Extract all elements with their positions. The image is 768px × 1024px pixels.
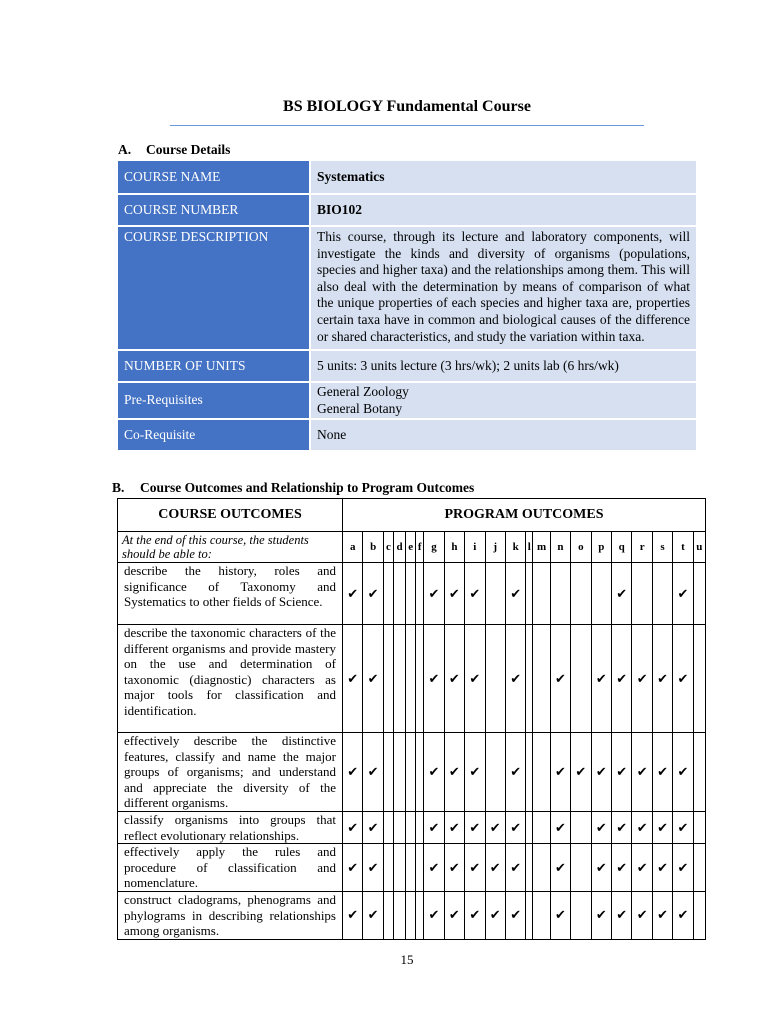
program-outcome-letter: b (363, 532, 383, 563)
program-outcome-letter: o (571, 532, 591, 563)
course-outcome-text: describe the taxonomic characters of the different organisms and provide mastery on the use and determination of taxonomic (diagnostic) characters as major tools for classification and identification. (118, 625, 343, 733)
empty-outcome-cell (571, 844, 591, 892)
checkmark-icon: ✔ (343, 563, 363, 625)
program-outcome-letter: t (673, 532, 693, 563)
empty-outcome-cell (406, 844, 416, 892)
checkmark-icon: ✔ (424, 733, 444, 812)
program-outcome-letter: h (444, 532, 464, 563)
checkmark-icon: ✔ (444, 891, 464, 939)
empty-outcome-cell (526, 733, 533, 812)
course-number-row (118, 195, 696, 225)
checkmark-icon: ✔ (505, 811, 525, 843)
checkmark-icon: ✔ (652, 625, 672, 733)
empty-outcome-cell (383, 844, 393, 892)
checkmark-icon: ✔ (465, 844, 485, 892)
checkmark-icon: ✔ (363, 891, 383, 939)
program-outcomes-header: PROGRAM OUTCOMES (343, 499, 706, 532)
checkmark-icon: ✔ (424, 891, 444, 939)
course-outcomes-header: COURSE OUTCOMES (118, 499, 343, 532)
checkmark-icon: ✔ (591, 733, 611, 812)
checkmark-icon: ✔ (612, 563, 632, 625)
checkmark-icon: ✔ (591, 625, 611, 733)
program-outcome-letter: n (550, 532, 570, 563)
empty-outcome-cell (485, 563, 505, 625)
document-title: BS BIOLOGY Fundamental Course (283, 98, 531, 115)
checkmark-icon: ✔ (424, 844, 444, 892)
program-outcome-letter: s (652, 532, 672, 563)
checkmark-icon: ✔ (444, 563, 464, 625)
checkmark-icon: ✔ (343, 891, 363, 939)
program-outcome-letter: l (526, 532, 533, 563)
empty-outcome-cell (416, 563, 424, 625)
course-number-value: BIO102 (311, 195, 696, 225)
checkmark-icon: ✔ (363, 733, 383, 812)
checkmark-icon: ✔ (612, 625, 632, 733)
co-requisite-value: None (311, 420, 696, 450)
checkmark-icon: ✔ (485, 891, 505, 939)
empty-outcome-cell (533, 733, 550, 812)
checkmark-icon: ✔ (591, 844, 611, 892)
pre-requisites-row (118, 383, 696, 418)
section-a-letter: A. (118, 142, 132, 157)
checkmark-icon: ✔ (363, 811, 383, 843)
program-outcome-letter: u (693, 532, 705, 563)
program-outcome-letter: c (383, 532, 393, 563)
checkmark-icon: ✔ (550, 625, 570, 733)
section-a-title: Course Details (146, 142, 231, 157)
checkmark-icon: ✔ (673, 811, 693, 843)
empty-outcome-cell (632, 563, 652, 625)
outcome-row (118, 733, 706, 812)
checkmark-icon: ✔ (465, 891, 485, 939)
checkmark-icon: ✔ (632, 891, 652, 939)
empty-outcome-cell (693, 844, 705, 892)
program-outcome-letter: a (343, 532, 363, 563)
empty-outcome-cell (393, 891, 405, 939)
checkmark-icon: ✔ (550, 733, 570, 812)
checkmark-icon: ✔ (465, 811, 485, 843)
empty-outcome-cell (652, 563, 672, 625)
empty-outcome-cell (533, 625, 550, 733)
empty-outcome-cell (526, 563, 533, 625)
program-outcome-letter: e (406, 532, 416, 563)
checkmark-icon: ✔ (424, 625, 444, 733)
course-description-value: This course, through its lecture and laboratory components, will investigate the kinds and diversity of organisms (populations, species and higher taxa) and the relationships among them. This will also deal with the determination by means of comparison of what the unique properties of each species and higher taxa are, properties certain taxa have in common and biological causes of the difference or shared characteristics, and study the variation within taxa. (311, 227, 696, 349)
outcome-row (118, 844, 706, 892)
empty-outcome-cell (393, 811, 405, 843)
empty-outcome-cell (526, 891, 533, 939)
checkmark-icon: ✔ (424, 563, 444, 625)
empty-outcome-cell (693, 563, 705, 625)
outcome-row (118, 563, 706, 625)
checkmark-icon: ✔ (632, 733, 652, 812)
course-description-label: COURSE DESCRIPTION (118, 227, 309, 349)
checkmark-icon: ✔ (465, 625, 485, 733)
empty-outcome-cell (571, 625, 591, 733)
checkmark-icon: ✔ (652, 844, 672, 892)
course-outcomes-table (117, 498, 706, 940)
co-requisite-label: Co-Requisite (118, 420, 309, 450)
co-requisite-row (118, 420, 696, 450)
checkmark-icon: ✔ (343, 625, 363, 733)
course-name-label: COURSE NAME (118, 161, 309, 193)
title-underline (170, 125, 644, 126)
page-number: 15 (400, 952, 414, 967)
outcomes-header-row (118, 499, 706, 532)
empty-outcome-cell (416, 891, 424, 939)
checkmark-icon: ✔ (652, 891, 672, 939)
empty-outcome-cell (406, 563, 416, 625)
empty-outcome-cell (416, 811, 424, 843)
checkmark-icon: ✔ (673, 563, 693, 625)
empty-outcome-cell (416, 625, 424, 733)
course-name-value: Systematics (311, 161, 696, 193)
checkmark-icon: ✔ (505, 625, 525, 733)
course-number-label: COURSE NUMBER (118, 195, 309, 225)
section-b-heading (112, 480, 474, 496)
checkmark-icon: ✔ (444, 625, 464, 733)
empty-outcome-cell (533, 844, 550, 892)
empty-outcome-cell (416, 733, 424, 812)
empty-outcome-cell (416, 844, 424, 892)
empty-outcome-cell (485, 733, 505, 812)
checkmark-icon: ✔ (343, 844, 363, 892)
empty-outcome-cell (393, 844, 405, 892)
checkmark-icon: ✔ (612, 811, 632, 843)
checkmark-icon: ✔ (343, 811, 363, 843)
empty-outcome-cell (383, 733, 393, 812)
pre-requisites-label: Pre-Requisites (118, 383, 309, 418)
outcomes-intro-text: At the end of this course, the students should be able to: (118, 532, 343, 563)
checkmark-icon: ✔ (465, 563, 485, 625)
checkmark-icon: ✔ (632, 625, 652, 733)
checkmark-icon: ✔ (363, 844, 383, 892)
outcome-row (118, 811, 706, 843)
checkmark-icon: ✔ (591, 811, 611, 843)
empty-outcome-cell (693, 891, 705, 939)
course-details-table (116, 159, 698, 452)
empty-outcome-cell (693, 811, 705, 843)
checkmark-icon: ✔ (632, 811, 652, 843)
course-name-row (118, 161, 696, 193)
program-outcome-letter: d (393, 532, 405, 563)
empty-outcome-cell (533, 563, 550, 625)
checkmark-icon: ✔ (363, 625, 383, 733)
empty-outcome-cell (533, 811, 550, 843)
checkmark-icon: ✔ (505, 844, 525, 892)
empty-outcome-cell (406, 811, 416, 843)
checkmark-icon: ✔ (591, 891, 611, 939)
course-outcome-text: construct cladograms, phenograms and phylograms in describing relationships among organisms. (118, 891, 343, 939)
empty-outcome-cell (571, 563, 591, 625)
checkmark-icon: ✔ (444, 733, 464, 812)
course-outcome-text: effectively apply the rules and procedure of classification and nomenclature. (118, 844, 343, 892)
empty-outcome-cell (485, 625, 505, 733)
number-of-units-row (118, 351, 696, 381)
empty-outcome-cell (406, 625, 416, 733)
checkmark-icon: ✔ (485, 844, 505, 892)
program-outcome-letter: m (533, 532, 550, 563)
checkmark-icon: ✔ (444, 844, 464, 892)
outcome-row (118, 625, 706, 733)
empty-outcome-cell (393, 733, 405, 812)
checkmark-icon: ✔ (505, 733, 525, 812)
section-b-title: Course Outcomes and Relationship to Program Outcomes (140, 480, 475, 495)
checkmark-icon: ✔ (673, 733, 693, 812)
checkmark-icon: ✔ (550, 844, 570, 892)
checkmark-icon: ✔ (550, 891, 570, 939)
number-of-units-value: 5 units: 3 units lecture (3 hrs/wk); 2 units lab (6 hrs/wk) (311, 351, 696, 381)
course-outcome-text: effectively describe the distinctive features, classify and name the major groups of organisms; and understand and appreciate the diversity of the different organisms. (118, 733, 343, 812)
pre-requisites-value (311, 383, 696, 418)
checkmark-icon: ✔ (612, 733, 632, 812)
empty-outcome-cell (383, 625, 393, 733)
checkmark-icon: ✔ (612, 891, 632, 939)
empty-outcome-cell (406, 891, 416, 939)
program-outcome-letter: f (416, 532, 424, 563)
checkmark-icon: ✔ (673, 625, 693, 733)
empty-outcome-cell (533, 891, 550, 939)
empty-outcome-cell (693, 625, 705, 733)
program-outcome-letter: g (424, 532, 444, 563)
checkmark-icon: ✔ (505, 891, 525, 939)
empty-outcome-cell (393, 563, 405, 625)
empty-outcome-cell (406, 733, 416, 812)
program-letters-row (118, 532, 706, 563)
empty-outcome-cell (383, 811, 393, 843)
empty-outcome-cell (550, 563, 570, 625)
checkmark-icon: ✔ (424, 811, 444, 843)
checkmark-icon: ✔ (550, 811, 570, 843)
checkmark-icon: ✔ (444, 811, 464, 843)
checkmark-icon: ✔ (505, 563, 525, 625)
empty-outcome-cell (383, 563, 393, 625)
checkmark-icon: ✔ (343, 733, 363, 812)
outcome-row (118, 891, 706, 939)
pre-requisite-item: General Botany (317, 400, 403, 416)
checkmark-icon: ✔ (465, 733, 485, 812)
number-of-units-label: NUMBER OF UNITS (118, 351, 309, 381)
course-description-row (118, 227, 696, 349)
empty-outcome-cell (591, 563, 611, 625)
program-outcome-letter: k (505, 532, 525, 563)
section-a-heading (118, 142, 230, 158)
pre-requisite-item: General Zoology (317, 384, 409, 400)
checkmark-icon: ✔ (652, 733, 672, 812)
checkmark-icon: ✔ (632, 844, 652, 892)
empty-outcome-cell (571, 891, 591, 939)
program-outcome-letter: j (485, 532, 505, 563)
checkmark-icon: ✔ (485, 811, 505, 843)
empty-outcome-cell (571, 811, 591, 843)
checkmark-icon: ✔ (673, 844, 693, 892)
course-outcome-text: classify organisms into groups that reflect evolutionary relationships. (118, 811, 343, 843)
checkmark-icon: ✔ (652, 811, 672, 843)
program-outcome-letter: p (591, 532, 611, 563)
empty-outcome-cell (526, 811, 533, 843)
section-b-letter: B. (112, 480, 125, 495)
course-outcome-text: describe the history, roles and significance of Taxonomy and Systematics to other fields of Science. (118, 563, 343, 625)
program-outcome-letter: i (465, 532, 485, 563)
empty-outcome-cell (393, 625, 405, 733)
empty-outcome-cell (526, 625, 533, 733)
empty-outcome-cell (693, 733, 705, 812)
program-outcome-letter: r (632, 532, 652, 563)
checkmark-icon: ✔ (571, 733, 591, 812)
checkmark-icon: ✔ (363, 563, 383, 625)
program-outcome-letter: q (612, 532, 632, 563)
checkmark-icon: ✔ (612, 844, 632, 892)
empty-outcome-cell (383, 891, 393, 939)
checkmark-icon: ✔ (673, 891, 693, 939)
empty-outcome-cell (526, 844, 533, 892)
